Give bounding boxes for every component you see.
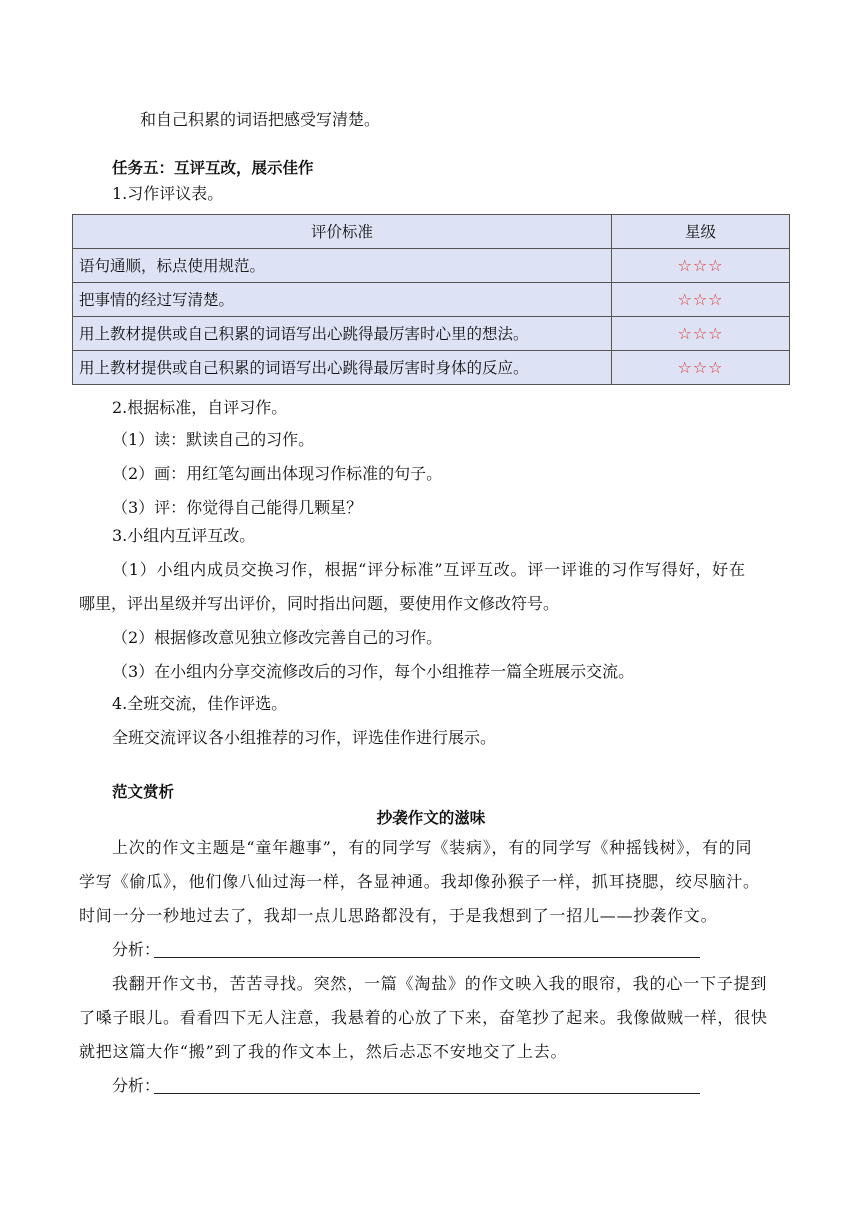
star-rating: ☆☆☆ (612, 351, 790, 385)
item3-sub1-line1: （1）小组内成员交换习作，根据“评分标准”互评互改。评一评谁的习作写得好，好在 (112, 560, 746, 579)
essay-title: 抄袭作文的滋味 (376, 809, 486, 827)
task5-item2: 2.根据标准，自评习作。 (112, 398, 288, 417)
item2-sub2: （2）画：用红笔勾画出体现习作标准的句子。 (112, 464, 443, 483)
analysis-line (112, 940, 160, 960)
task5-heading: 任务五：互评互改，展示佳作 (112, 159, 314, 177)
task5-item1: 1.习作评议表。 (112, 184, 224, 203)
essay-para1-line1: 上次的作文主题是“童年趣事”，有的同学写《装病》，有的同学写《种摇钱树》，有的同 (112, 838, 753, 857)
item3-sub3: （3）在小组内分享交流修改后的习作，每个小组推荐一篇全班展示交流。 (112, 662, 635, 681)
analysis-label: 分析： (112, 1076, 161, 1095)
item3-sub2: （2）根据修改意见独立修改完善自己的习作。 (112, 628, 443, 647)
analysis-underline (154, 1093, 700, 1094)
star-rating: ☆☆☆ (612, 317, 790, 351)
essay-para2-line1: 我翻开作文书，苦苦寻找。突然，一篇《淘盐》的作文映入我的眼帘，我的心一下子提到 (112, 974, 768, 993)
essay-para2-line3: 就把这篇大作“搬”到了我的作文本上，然后忐忑不安地交了上去。 (79, 1042, 568, 1061)
analysis-line (112, 1076, 160, 1096)
analysis-label: 分析： (112, 940, 161, 959)
criterion-cell: 用上教材提供或自己积累的词语写出心跳得最厉害时心里的想法。 (73, 317, 612, 351)
item2-sub1: （1）读：默读自己的习作。 (112, 430, 315, 449)
table-row (73, 283, 790, 317)
item2-sub3: （3）评：你觉得自己能得几颗星？ (112, 498, 363, 517)
table-header-row (73, 215, 790, 249)
table-row (73, 249, 790, 283)
task5-item4: 4.全班交流，佳作评选。 (112, 694, 288, 713)
criterion-cell: 语句通顺，标点使用规范。 (73, 249, 612, 283)
criterion-cell: 用上教材提供或自己积累的词语写出心跳得最厉害时身体的反应。 (73, 351, 612, 385)
task5-item3: 3.小组内互评互改。 (112, 526, 256, 545)
evaluation-table (72, 214, 790, 385)
item4-text: 全班交流评议各小组推荐的习作，评选佳作进行展示。 (112, 728, 497, 747)
essay-para1-line3: 时间一分一秒地过去了，我却一点儿思路都没有，于是我想到了一招儿——抄袭作文。 (79, 906, 718, 925)
analysis-underline (154, 957, 700, 958)
star-rating: ☆☆☆ (612, 283, 790, 317)
item3-sub1-line2: 哪里，评出星级并写出评价，同时指出问题，要使用作文修改符号。 (79, 594, 560, 613)
table-row (73, 317, 790, 351)
star-rating: ☆☆☆ (612, 249, 790, 283)
section-title: 范文赏析 (112, 783, 175, 801)
intro-line: 和自己积累的词语把感受写清楚。 (140, 110, 381, 129)
header-criteria: 评价标准 (73, 215, 612, 249)
header-stars: 星级 (612, 215, 790, 249)
criterion-cell: 把事情的经过写清楚。 (73, 283, 612, 317)
table-row (73, 351, 790, 385)
essay-para2-line2: 了嗓子眼儿。看看四下无人注意，我悬着的心放了下来，奋笔抄了起来。我像做贼一样，很快 (79, 1008, 768, 1027)
essay-para1-line2: 学写《偷瓜》，他们像八仙过海一样，各显神通。我却像孙猴子一样，抓耳挠腮，绞尽脑汁。 (79, 872, 760, 891)
